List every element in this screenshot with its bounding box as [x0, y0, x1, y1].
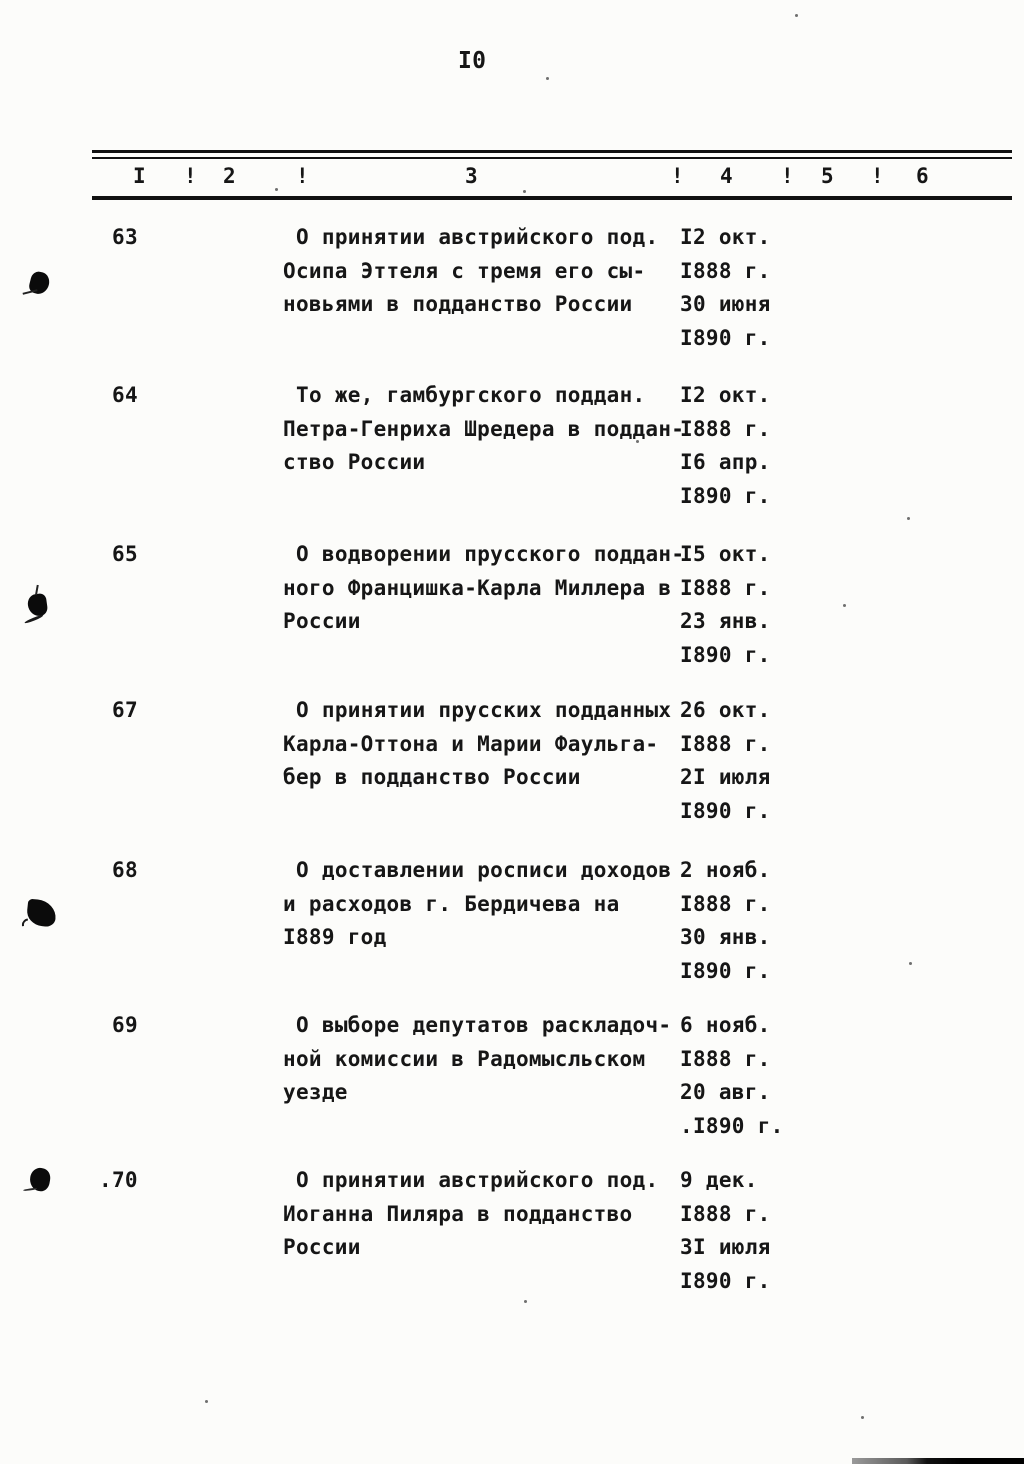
scan-speck	[861, 1416, 864, 1419]
scan-speck	[909, 962, 912, 965]
entry-dates: 6 нояб. I888 г. 20 авг. .I890 г.	[680, 1013, 784, 1138]
ink-blob	[28, 1166, 52, 1192]
ink-blob	[26, 899, 58, 928]
column-header-1: I	[133, 164, 146, 188]
page-number: I0	[458, 48, 487, 74]
entry-number: 67	[112, 698, 138, 722]
entry-dates: I5 окт. I888 г. 23 янв. I890 г.	[680, 542, 771, 667]
scanner-edge-artifact	[852, 1458, 1024, 1464]
entry-dates: I2 окт. I888 г. I6 апр. I890 г.	[680, 383, 771, 508]
entry-description: То же, гамбургского поддан. Петра-Генриха Шредера в поддан- ство России	[283, 383, 685, 474]
column-header-4: 4	[720, 164, 733, 188]
entry-number: 69	[112, 1013, 138, 1037]
entry-number: 65	[112, 542, 138, 566]
scan-speck	[843, 604, 846, 607]
scan-speck	[907, 517, 910, 520]
scan-speck	[275, 188, 278, 191]
entry-number: 68	[112, 858, 138, 882]
entry-number: .70	[99, 1168, 138, 1192]
header-top-rule-thin	[92, 157, 1012, 159]
entry-dates: 9 дек. I888 г. 3I июля I890 г.	[680, 1168, 771, 1293]
ink-blob	[27, 593, 49, 617]
entry-number: 64	[112, 383, 138, 407]
entry-dates: 26 окт. I888 г. 2I июля I890 г.	[680, 698, 771, 823]
entry-dates: 2 нояб. I888 г. 30 янв. I890 г.	[680, 858, 771, 983]
entry-description: О водворении прусского поддан- ного Францишка-Карла Миллера в России	[283, 542, 685, 633]
entry-dates: I2 окт. I888 г. 30 июня I890 г.	[680, 225, 771, 350]
column-header-6: 6	[916, 164, 929, 188]
header-top-rule	[92, 150, 1012, 153]
column-separator: !	[781, 164, 794, 188]
column-header-3: 3	[465, 164, 478, 188]
column-separator: !	[671, 164, 684, 188]
column-header-2: 2	[223, 164, 236, 188]
scan-speck	[546, 77, 549, 80]
entry-description: О выборе депутатов раскладоч- ной комиссии в Радомысльском уезде	[283, 1013, 672, 1104]
scan-speck	[205, 1400, 208, 1403]
entry-number: 63	[112, 225, 138, 249]
header-bottom-rule	[92, 196, 1012, 200]
column-separator: !	[184, 164, 197, 188]
column-separator: !	[871, 164, 884, 188]
scan-speck	[636, 440, 639, 443]
table-header	[92, 150, 1012, 202]
scan-speck	[795, 14, 798, 17]
entry-description: О доставлении росписи доходов и расходов г. Бердичева на I889 год	[283, 858, 672, 949]
scan-speck	[523, 190, 526, 193]
column-separator: !	[296, 164, 309, 188]
column-header-5: 5	[821, 164, 834, 188]
ink-blob	[28, 270, 52, 296]
entry-description: О принятии австрийского под. Иоганна Пиляра в подданство России	[283, 1168, 659, 1259]
scan-speck	[524, 1300, 527, 1303]
entry-description: О принятии австрийского под. Осипа Эттеля с тремя его сы- новьями в подданство России	[283, 225, 659, 316]
entry-description: О принятии прусских подданных Карла-Оттона и Марии Фаульга- бер в подданство России	[283, 698, 672, 789]
